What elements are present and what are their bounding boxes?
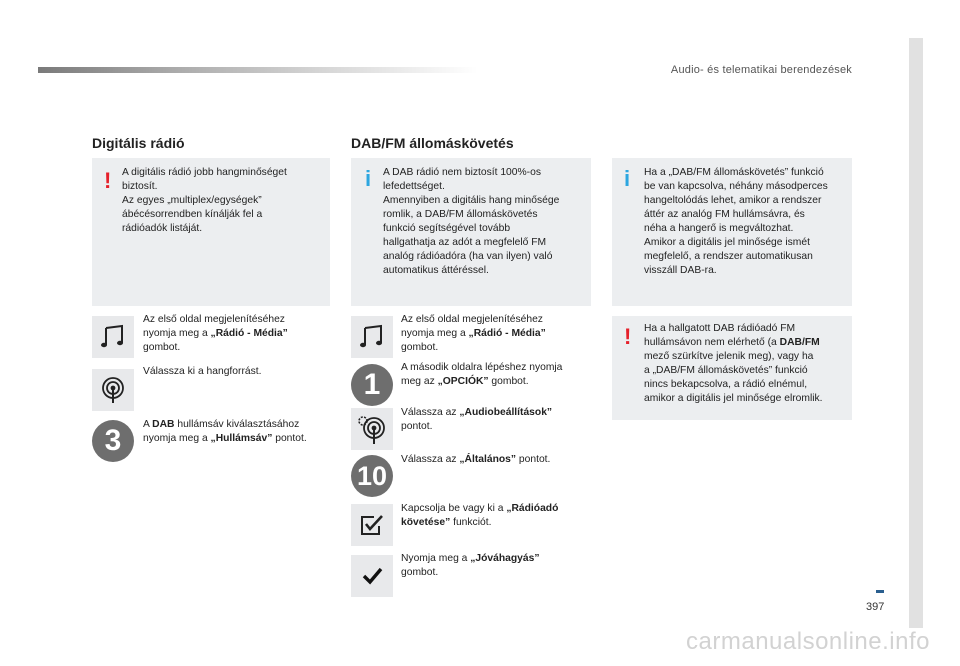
chapter-title: Audio- és telematikai berendezések [670,64,852,76]
warning-panel-digital-radio [92,158,330,306]
warning-text: A digitális rádió jobb hangminőséget biztosít. Az egyes „multiplex/egységek” ábécésorrendben kínálják fel a rádióadók listáját. [122,167,287,234]
left-step-2-text: Válassza ki a hangforrást. [143,366,262,377]
page-marker [876,590,884,593]
section-title-digital-radio: Digitális rádió [92,135,185,151]
middle-step-2-text: A második oldalra lépéshez nyomja meg az „OPCIÓK” gombot. [401,362,563,387]
page-edge-strip [909,38,923,628]
info-panel-dab-coverage [351,158,591,306]
middle-step-5-text: Kapcsolja be vagy ki a „Rádióadó követése” funkciót. [401,503,559,528]
radio-source-icon [92,369,134,411]
middle-step-3-text: Válassza az „Audiobeállítások” pontot. [401,407,553,432]
left-step-3-text: A DAB hullámsáv kiválasztásához nyomja meg a „Hullámsáv” pontot. [143,419,307,444]
info-text: Ha a „DAB/FM állomáskövetés” funkció be van kapcsolva, néhány másodperces hangeltolódás lehet, amikor a rendszer áttér az analóg FM hullámsávra, és néha a hangerő is megváltozhat. Amikor a digitális jel minősége ismét megfelelő, a rendszer automatikusan visszáll DAB-ra. [644,167,828,276]
step-number-badge: 3 [92,420,134,462]
left-step-1-text: Az első oldal megjelenítéséhez nyomja meg a „Rádió - Média” gombot. [143,314,288,353]
step-number-badge: 10 [351,455,393,497]
music-note-icon [92,316,134,358]
middle-step-4-text: Válassza az „Általános” pontot. [401,454,551,465]
radio-settings-icon [351,408,393,450]
checkbox-icon [351,504,393,546]
warning-text: Ha a hallgatott DAB rádióadó FM hullámsávon nem elérhető (a DAB/FM mező szürkítve jelenik meg), vagy ha a „DAB/FM állomáskövetés” funkció nincs bekapcsolva, a rádió elnémul, amikor a digitális jel minősége elromlik. [644,323,823,404]
info-text: A DAB rádió nem biztosít 100%-os lefedettséget. Amennyiben a digitális hang minősége romlik, a DAB/FM állomáskövetés funkció segítségével tovább hallgathatja az adót a megfelelő FM analóg rádióadóra (ha van ilyen) való automatikus áttéréssel. [383,167,560,276]
warning-icon: ! [104,168,112,193]
header-gradient-bar [38,67,478,73]
info-panel-station-tracking [612,158,852,306]
watermark: carmanualsonline.info [686,628,930,655]
section-title-dab-fm: DAB/FM állomáskövetés [351,135,514,151]
info-icon: i [365,166,372,191]
step-number-badge: 1 [351,364,393,406]
music-note-icon [351,316,393,358]
warning-panel-fm-unavailable [612,316,852,420]
page-number: 397 [866,601,885,613]
middle-step-1-text: Az első oldal megjelenítéséhez nyomja meg a „Rádió - Média” gombot. [401,314,546,353]
middle-step-6-text: Nyomja meg a „Jóváhagyás” gombot. [401,553,540,578]
confirm-check-icon [351,555,393,597]
warning-icon: ! [624,324,632,349]
info-icon: i [624,166,631,191]
